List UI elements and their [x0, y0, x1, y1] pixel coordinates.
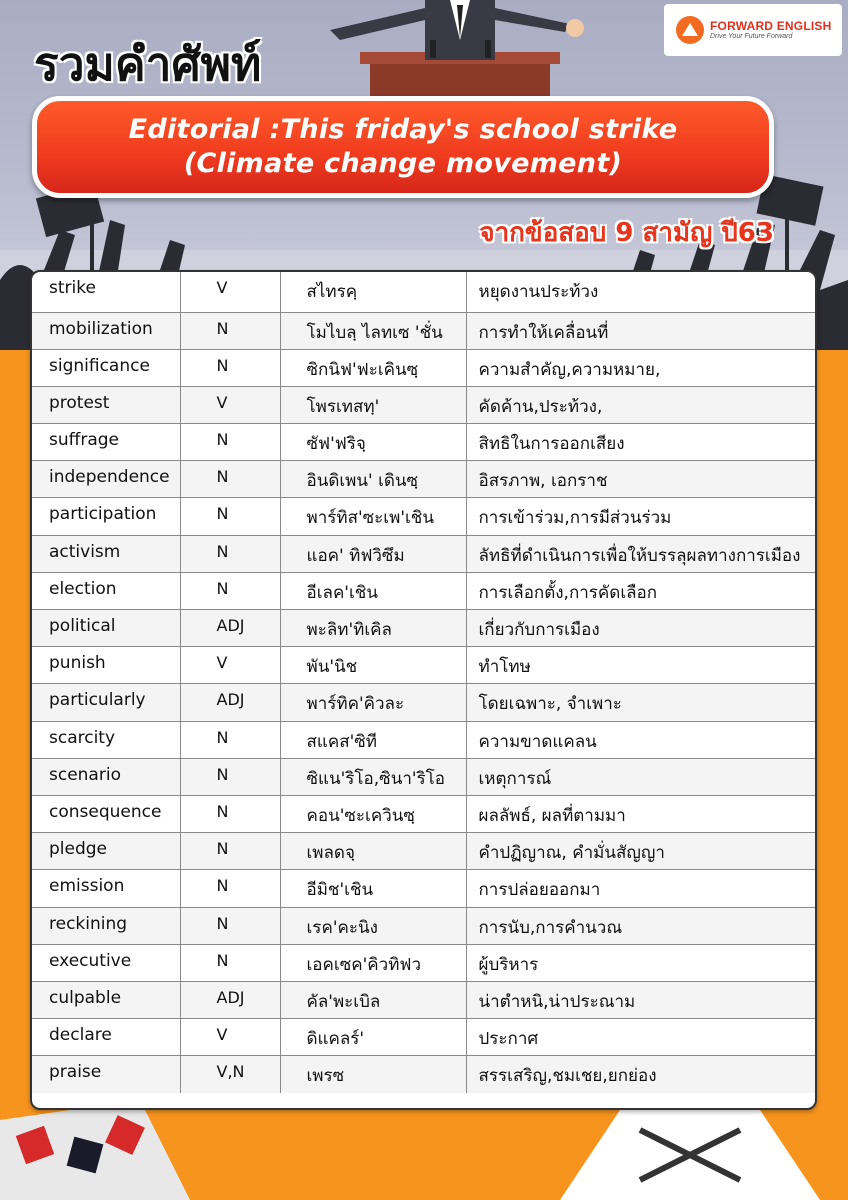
pronunciation: ดิแคลร์' — [280, 1019, 466, 1056]
vocab-word: declare — [32, 1019, 180, 1056]
table-row — [32, 461, 815, 498]
thai-meaning: ผู้บริหาร — [466, 944, 815, 981]
part-of-speech: N — [180, 498, 280, 535]
page-headline: รวมคำศัพท์ — [34, 37, 262, 91]
vocab-word: punish — [32, 647, 180, 684]
vocab-word: emission — [32, 870, 180, 907]
table-row — [32, 647, 815, 684]
part-of-speech: V — [180, 272, 280, 312]
pronunciation: โพรเทสทฺ' — [280, 386, 466, 423]
thai-meaning: การเลือกตั้ง,การคัดเลือก — [466, 572, 815, 609]
banner-title-line1: Editorial :This friday's school strike — [128, 114, 678, 146]
vocab-word: election — [32, 572, 180, 609]
thai-meaning: การทำให้เคลื่อนที่ — [466, 312, 815, 349]
part-of-speech: N — [180, 833, 280, 870]
pronunciation: พาร์ทิส'ซะเพ'เชิน — [280, 498, 466, 535]
thai-meaning: อิสรภาพ, เอกราช — [466, 461, 815, 498]
pronunciation: คัล'พะเบิล — [280, 981, 466, 1018]
thai-meaning: ความขาดแคลน — [466, 721, 815, 758]
table-row — [32, 386, 815, 423]
table-row — [32, 312, 815, 349]
brand-logo — [664, 4, 842, 56]
part-of-speech: N — [180, 535, 280, 572]
table-row — [32, 944, 815, 981]
vocab-word: culpable — [32, 981, 180, 1018]
thai-meaning: คำปฏิญาณ, คำมั่นสัญญา — [466, 833, 815, 870]
part-of-speech: N — [180, 944, 280, 981]
pronunciation: ซัฟ'ฟริจฺ — [280, 424, 466, 461]
logo-icon — [676, 16, 704, 44]
thai-meaning: เกี่ยวกับการเมือง — [466, 610, 815, 647]
thai-meaning: ความสำคัญ,ความหมาย, — [466, 349, 815, 386]
pronunciation: อีเลค'เชิน — [280, 572, 466, 609]
thai-meaning: สิทธิในการออกเสียง — [466, 424, 815, 461]
thai-meaning: ผลลัพธ์, ผลที่ตามมา — [466, 795, 815, 832]
thai-meaning: สรรเสริญ,ชมเชย,ยกย่อง — [466, 1056, 815, 1093]
pronunciation: ซิแน'ริโอ,ซินา'ริโอ — [280, 758, 466, 795]
logo-name: FORWARD ENGLISH — [710, 18, 832, 33]
thai-meaning: เหตุการณ์ — [466, 758, 815, 795]
vocab-word: mobilization — [32, 312, 180, 349]
part-of-speech: V,N — [180, 1056, 280, 1093]
thai-meaning: การนับ,การคำนวณ — [466, 907, 815, 944]
part-of-speech: N — [180, 461, 280, 498]
part-of-speech: V — [180, 1019, 280, 1056]
pronunciation: เรค'คะนิง — [280, 907, 466, 944]
vocabulary-table-card — [30, 270, 817, 1110]
vocab-word: protest — [32, 386, 180, 423]
vocab-word: participation — [32, 498, 180, 535]
vocab-word: pledge — [32, 833, 180, 870]
vocab-word: activism — [32, 535, 180, 572]
table-row — [32, 981, 815, 1018]
pronunciation: โมไบลฺ ไลทเซ 'ชั่น — [280, 312, 466, 349]
pronunciation: เพรซ — [280, 1056, 466, 1093]
thai-meaning: การเข้าร่วม,การมีส่วนร่วม — [466, 498, 815, 535]
thai-meaning: การปล่อยออกมา — [466, 870, 815, 907]
thai-meaning: ลัทธิที่ดำเนินการเพื่อให้บรรลุผลทางการเมือง — [466, 535, 815, 572]
part-of-speech: N — [180, 721, 280, 758]
ballot-decoration — [0, 1100, 848, 1200]
part-of-speech: V — [180, 647, 280, 684]
vocab-word: scarcity — [32, 721, 180, 758]
table-row — [32, 795, 815, 832]
logo-tagline: Drive Your Future Forward — [710, 32, 793, 40]
part-of-speech: ADJ — [180, 610, 280, 647]
exam-subtitle: จากข้อสอบ 9 สามัญ ปี63 — [479, 218, 774, 248]
vocab-word: political — [32, 610, 180, 647]
pronunciation: พะลิท'ทิเคิล — [280, 610, 466, 647]
vocab-word: scenario — [32, 758, 180, 795]
table-row — [32, 535, 815, 572]
part-of-speech: N — [180, 312, 280, 349]
table-row — [32, 424, 815, 461]
vocab-word: consequence — [32, 795, 180, 832]
pronunciation: แอค' ทิฟวิซึม — [280, 535, 466, 572]
table-row — [32, 498, 815, 535]
pronunciation: พาร์ทิค'คิวละ — [280, 684, 466, 721]
table-row — [32, 833, 815, 870]
pronunciation: เพลดจฺ — [280, 833, 466, 870]
pronunciation: อีมิช'เชิน — [280, 870, 466, 907]
part-of-speech: N — [180, 795, 280, 832]
pronunciation: พัน'นิช — [280, 647, 466, 684]
vocab-word: reckining — [32, 907, 180, 944]
table-row — [32, 907, 815, 944]
vocab-word: particularly — [32, 684, 180, 721]
part-of-speech: N — [180, 349, 280, 386]
thai-meaning: โดยเฉพาะ, จำเพาะ — [466, 684, 815, 721]
table-row — [32, 349, 815, 386]
thai-meaning: หยุดงานประท้วง — [466, 272, 815, 312]
vocab-word: suffrage — [32, 424, 180, 461]
pronunciation: อินดิเพน' เดินซฺ — [280, 461, 466, 498]
table-row — [32, 684, 815, 721]
part-of-speech: N — [180, 424, 280, 461]
part-of-speech: N — [180, 758, 280, 795]
table-row — [32, 1019, 815, 1056]
part-of-speech: ADJ — [180, 981, 280, 1018]
table-row — [32, 272, 815, 312]
thai-meaning: คัดค้าน,ประท้วง, — [466, 386, 815, 423]
vocabulary-table — [32, 272, 815, 1093]
pronunciation: เอคเซค'คิวทิฟว — [280, 944, 466, 981]
banner-title-line2: (Climate change movement) — [183, 148, 623, 179]
pronunciation: คอน'ซะเควินซฺ — [280, 795, 466, 832]
vocab-word: significance — [32, 349, 180, 386]
table-row — [32, 572, 815, 609]
pronunciation: ซิกนิฟ'ฟะเคินซฺ — [280, 349, 466, 386]
thai-meaning: ประกาศ — [466, 1019, 815, 1056]
part-of-speech: N — [180, 572, 280, 609]
part-of-speech: N — [180, 907, 280, 944]
part-of-speech: V — [180, 386, 280, 423]
part-of-speech: N — [180, 870, 280, 907]
table-row — [32, 721, 815, 758]
part-of-speech: ADJ — [180, 684, 280, 721]
pronunciation: สแคส'ซิที — [280, 721, 466, 758]
table-row — [32, 870, 815, 907]
table-row — [32, 758, 815, 795]
table-row — [32, 1056, 815, 1093]
vocab-word: strike — [32, 272, 180, 312]
thai-meaning: น่าตำหนิ,น่าประณาม — [466, 981, 815, 1018]
topic-banner — [32, 96, 774, 198]
table-row — [32, 610, 815, 647]
thai-meaning: ทำโทษ — [466, 647, 815, 684]
vocab-word: praise — [32, 1056, 180, 1093]
vocab-word: executive — [32, 944, 180, 981]
vocab-word: independence — [32, 461, 180, 498]
pronunciation: สไทรคฺ — [280, 272, 466, 312]
